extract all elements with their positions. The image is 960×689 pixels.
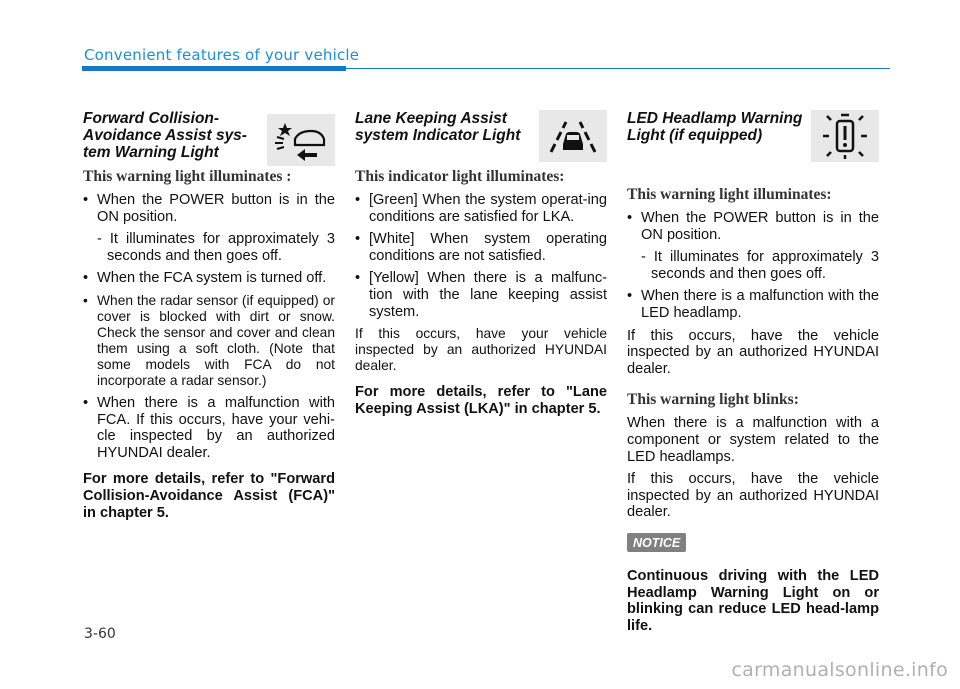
- led-paragraph-1: If this occurs, have the vehicle inspected by an authorized HYUNDAI dealer.: [627, 327, 879, 377]
- led-paragraph-2: When there is a malfunction with a component or system related to the LED headlamps.: [627, 415, 879, 465]
- lka-indicator-section: [355, 110, 607, 423]
- led-bullet-2: • When there is a malfunction with the LED headlamp.: [627, 288, 879, 321]
- led-section-title: LED Headlamp Warning Light (if equipped): [627, 110, 803, 144]
- lka-section-title: Lane Keeping Assist system Indicator Light: [355, 110, 521, 144]
- fca-warning-section: [83, 110, 335, 527]
- fca-warning-icon: [267, 114, 335, 166]
- lka-more-details: For more details, refer to "Lane Keeping Assist (LKA)" in chapter 5.: [355, 384, 607, 417]
- lka-subhead: This indicator light illuminates:: [355, 168, 565, 185]
- lka-paragraph: If this occurs, have your vehicle inspected by an authorized HYUNDAI dealer.: [355, 326, 607, 374]
- led-subhead-illuminates: This warning light illuminates:: [627, 186, 832, 203]
- led-subhead-blinks: This warning light blinks:: [627, 391, 799, 409]
- fca-bullet-2: • When the FCA system is turned off.: [83, 270, 327, 287]
- notice-badge: NOTICE: [627, 533, 686, 552]
- fca-section-title: Forward Collision- Avoidance Assist sys- tem Warning Light: [83, 110, 247, 161]
- lka-bullet-yellow: • [Yellow] When there is a malfunc-tion with the lane keeping assist system.: [355, 270, 607, 320]
- led-bullet-1-sub: - It illuminates for approximately 3 seconds and then goes off.: [641, 249, 879, 282]
- lka-bullet-green: • [Green] When the system operat-ing conditions are satisfied for LKA.: [355, 192, 607, 225]
- led-headlamp-section: [627, 110, 879, 640]
- lka-bullet-white: • [White] When system operating conditions are not satisfied.: [355, 231, 607, 264]
- watermark: carmanualsonline.info: [731, 659, 948, 681]
- fca-bullet-4: • When there is a malfunction with FCA. If this occurs, have your vehi-cle inspected by an authorized HYUNDAI dealer.: [83, 394, 335, 461]
- fca-subhead: This warning light illuminates :: [83, 168, 292, 185]
- fca-bullet-1-sub: - It illuminates for approximately 3 seconds and then goes off.: [97, 231, 335, 264]
- fca-bullet-3: • When the radar sensor (if equipped) or cover is blocked with dirt or snow. Check the sensor and cover and clean them using a soft cloth. (Note that some models with FCA do not incorporate a radar sensor.): [83, 292, 335, 388]
- led-paragraph-3: If this occurs, have the vehicle inspected by an authorized HYUNDAI dealer.: [627, 471, 879, 521]
- page-number: 3-60: [84, 626, 116, 642]
- section-header-title: Convenient features of your vehicle: [84, 46, 360, 64]
- header-accent-bar: [82, 66, 346, 71]
- led-headlamp-warning-icon: [811, 110, 879, 162]
- lane-keeping-icon: [539, 110, 607, 162]
- led-bullet-1: • When the POWER button is in the ON position.: [627, 210, 879, 243]
- notice-text: Continuous driving with the LED Headlamp Warning Light on or blinking can reduce LED head-lamp life.: [627, 567, 879, 634]
- fca-more-details: For more details, refer to "Forward Collision-Avoidance Assist (FCA)" in chapter 5.: [83, 471, 335, 521]
- fca-bullet-1: • When the POWER button is in the ON position.: [83, 192, 335, 225]
- header-rule: [346, 68, 890, 69]
